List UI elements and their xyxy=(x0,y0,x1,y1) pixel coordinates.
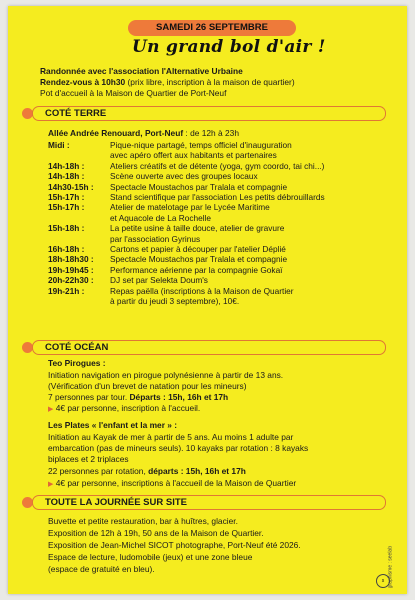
programme-time: 19h-21h : xyxy=(48,285,85,296)
programme-description: Cartons et papier à découper par l'atelier Déplié xyxy=(110,244,286,255)
programme-time: 16h-18h : xyxy=(48,244,85,255)
programme-time xyxy=(48,296,110,306)
flyer-title: Un grand bol d'air ! xyxy=(132,37,326,57)
programme-time: 14h30-15h : xyxy=(48,181,94,192)
programme-row xyxy=(48,223,325,233)
programme-description: La petite usine à taille douce, atelier de gravure xyxy=(110,223,285,234)
programme-row xyxy=(48,265,325,275)
programme-time: 15h-17h : xyxy=(48,202,85,213)
section-terre-title: COTÉ TERRE xyxy=(32,106,386,121)
intro-line-2: Rendez-vous à 10h30 (prix libre, inscription à la maison de quartier) xyxy=(40,77,295,87)
journee-line-2: Exposition de 12h à 19h, 50 ans de la Maison de Quartier. xyxy=(48,528,264,538)
flyer-sheet xyxy=(8,6,407,594)
graphic-credit: graphisme : seelab xyxy=(387,546,393,589)
date-banner: SAMEDI 26 SEPTEMBRE xyxy=(128,20,296,36)
programme-description: par l'association Gyrinus xyxy=(110,233,201,244)
journee-line-3: Exposition de Jean-Michel SICOT photographe, Port-Neuf été 2026. xyxy=(48,540,301,550)
plates-line-3: biplaces et 2 triplaces xyxy=(48,454,129,464)
programme-row xyxy=(48,192,325,202)
arrow-icon: ▶ xyxy=(48,481,54,488)
programme-time xyxy=(48,213,110,223)
teo-line-1: Initiation navigation en pirogue polynésienne à partir de 13 ans. xyxy=(48,370,284,380)
programme-description: avec apéro offert aux habitants et partenaires xyxy=(110,150,277,161)
programme-row xyxy=(48,182,325,192)
programme-row xyxy=(48,150,325,160)
terre-place: Allée Andrée Renouard, Port-Neuf : de 12h à 23h xyxy=(48,128,239,138)
programme-row xyxy=(48,140,325,150)
teo-pirogues-title: Teo Pirogues : xyxy=(48,358,106,368)
programme-time: 15h-17h : xyxy=(48,192,85,203)
programme-row xyxy=(48,234,325,244)
programme-time: 14h-18h : xyxy=(48,160,85,171)
programme-description: à partir du jeudi 3 septembre), 10€. xyxy=(110,296,240,307)
programme-row xyxy=(48,202,325,212)
plates-line-2: embarcation (pas de mineurs seuls). 10 kayaks par rotation : 8 kayaks xyxy=(48,443,309,453)
section-journee-title: TOUTE LA JOURNÉE SUR SITE xyxy=(32,495,386,510)
programme-row xyxy=(48,286,325,296)
designer-logo-icon: s xyxy=(376,574,390,588)
teo-line-3: 7 personnes par tour. Départs : 15h, 16h et 17h xyxy=(48,392,229,402)
programme-description: Scène ouverte avec des groupes locaux xyxy=(110,171,258,182)
programme-row xyxy=(48,275,325,285)
plates-line-5: ▶ 4€ par personne, inscriptions à l'accueil de la Maison de Quartier xyxy=(48,478,297,488)
programme-description: Performance aérienne par la compagnie Gokaï xyxy=(110,264,283,275)
programme-row xyxy=(48,161,325,171)
terre-programme xyxy=(48,140,325,307)
arrow-icon: ▶ xyxy=(48,406,54,413)
programme-time: 15h-18h : xyxy=(48,223,85,234)
programme-row xyxy=(48,254,325,264)
programme-description: Stand scientifique par l'association Les petits débrouillards xyxy=(110,192,325,203)
programme-description: Spectacle Moustachos par Tralala et compagnie xyxy=(110,254,288,265)
programme-description: DJ set par Selekta Doum's xyxy=(110,275,208,286)
programme-row xyxy=(48,171,325,181)
les-plates-title: Les Plates « l'enfant et la mer » : xyxy=(48,420,178,430)
intro-line-1: Randonnée avec l'association l'Alternative Urbaine xyxy=(40,66,243,76)
programme-time xyxy=(48,234,110,244)
programme-row xyxy=(48,244,325,254)
section-ocean-title: COTÉ OCÉAN xyxy=(32,340,386,355)
journee-line-4: Espace de lecture, ludomobile (jeux) et une zone bleue xyxy=(48,552,253,562)
programme-time: 19h-19h45 : xyxy=(48,264,94,275)
plates-line-4: 22 personnes par rotation, départs : 15h, 16h et 17h xyxy=(48,466,246,476)
intro-line-3: Pot d'accueil à la Maison de Quartier de Port-Neuf xyxy=(40,88,227,98)
programme-time: 20h-22h30 : xyxy=(48,275,94,286)
journee-line-5: (espace de gratuité en bleu). xyxy=(48,564,155,574)
programme-description: Atelier de matelotage par le Lycée Maritime xyxy=(110,202,270,213)
programme-row xyxy=(48,296,325,306)
programme-time: Midi : xyxy=(48,140,70,150)
programme-description: Repas paëlla (inscriptions à la Maison de Quartier xyxy=(110,285,294,296)
programme-description: et Aquacole de La Rochelle xyxy=(110,212,212,223)
plates-line-1: Initiation au Kayak de mer à partir de 5 ans. Au moins 1 adulte par xyxy=(48,432,294,442)
programme-description: Ateliers créatifs et de détente (yoga, gym coordo, tai chi...) xyxy=(110,160,325,171)
programme-description: Spectacle Moustachos par Tralala et compagnie xyxy=(110,181,288,192)
journee-line-1: Buvette et petite restauration, bar à huîtres, glacier. xyxy=(48,516,238,526)
programme-time: 18h-18h30 : xyxy=(48,254,94,265)
programme-time: 14h-18h : xyxy=(48,171,85,182)
teo-line-4: ▶ 4€ par personne, inscription à l'accueil. xyxy=(48,403,201,413)
teo-line-2: (Vérification d'un brevet de natation pour les mineurs) xyxy=(48,381,247,391)
programme-row xyxy=(48,213,325,223)
programme-time xyxy=(48,150,110,160)
programme-description: Pique-nique partagé, temps officiel d'inauguration xyxy=(110,140,292,150)
